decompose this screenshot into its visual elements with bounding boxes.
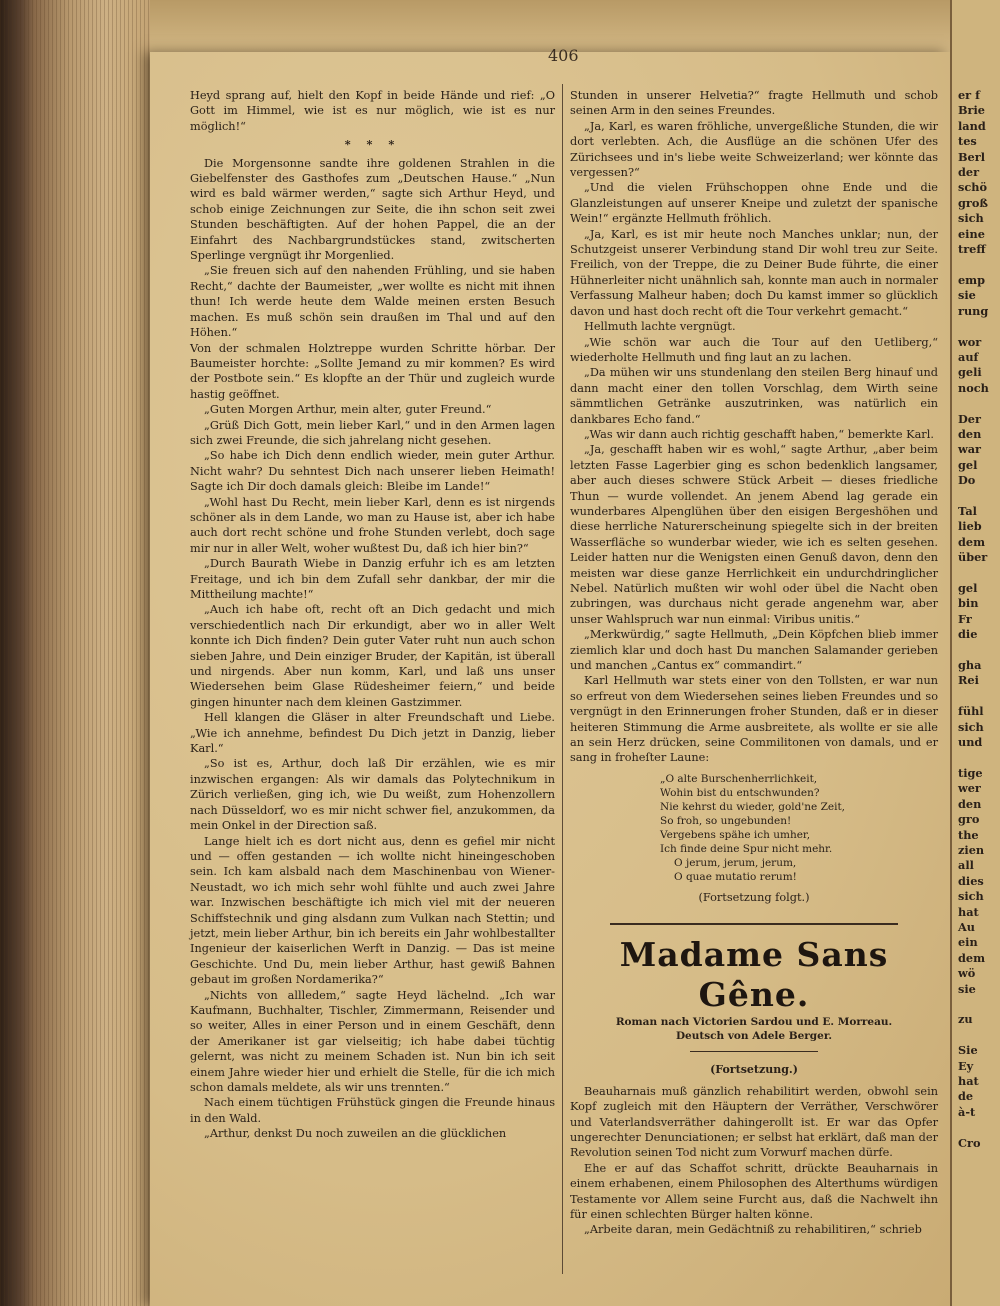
poem-line: „O alte Burschenherrlichkeit, <box>660 772 818 785</box>
edge-fragment <box>958 566 1000 581</box>
novel-paragraph: Beauharnais muß gänzlich rehabilitirt werden, obwohl sein Kopf zugleich mit den Häuptern der Verräther, Verschwörer und Vaterlandsverräther dahingerollt ist. Er war das Opfer ungerechter Denunciationen; er selbst hat erklärt, daß man der Revolution seinen Tod nicht zum Vorwurf machen dürfe. <box>570 1084 938 1160</box>
poem-line: So froh, so ungebunden! <box>660 814 792 827</box>
poem-line: O jerum, jerum, jerum, <box>674 856 797 869</box>
paragraph: „So ist es, Arthur, doch laß Dir erzählen, wie es mir inzwischen ergangen: Als wir damals das Polytechnikum in Zürich verließen, ging ich, wie Du weißt, zum Hohenzollern nach Düsseldorf, wo es mir nicht schwer fiel, anzukommen, da mein Onkel in der Direction saß. <box>190 757 555 833</box>
edge-fragment: emp <box>958 272 986 287</box>
paragraph: Stunden in unserer Helvetia?“ fragte Hellmuth und schob seinen Arm in den seines Freundes. <box>570 89 938 118</box>
edge-fragment: fühl <box>958 704 984 719</box>
novel-subtitle: Roman nach Victorien Sardou und E. Morreau. <box>615 1016 893 1029</box>
paragraph: Karl Hellmuth war stets einer von den Tollsten, er war nun so erfreut von dem Wiedersehen seines lieben Freundes und so vergnügt in den Erinnerungen froher Stunden, daß er in dieser heiteren Stimmung die Arme ausbreitete, als wollte er sie alle an sein Herz drücken, seine Commilitonen von damals, und er sang in froheſter Laune: <box>570 674 938 765</box>
novel-paragraphs <box>570 1084 938 1238</box>
novel-paragraph: Ehe er auf das Schaffot schritt, drückte Beauharnais in einem erhabenen, einem Philosophen des Alterthums würdigen Testamente vor Allem seine Furcht aus, daß die Nachwelt ihn für einen schlechten Bürger halten könne. <box>570 1161 938 1221</box>
paragraph: Hell klangen die Gläser in alter Freundschaft und Liebe. „Wie ich annehme, befindest Du Dich jetzt in Danzig, lieber Karl.“ <box>190 711 555 756</box>
edge-fragment: sich <box>958 889 984 904</box>
edge-fragment: à-t <box>958 1104 976 1119</box>
paragraph: „Grüß Dich Gott, mein lieber Karl,“ und in den Armen lagen sich zwei Freunde, die sich jahrelang nicht gesehen. <box>190 418 555 447</box>
poem-line: Nie kehrst du wieder, gold'ne Zeit, <box>660 800 846 813</box>
edge-fragment: groß <box>958 195 988 210</box>
edge-fragment: treff <box>958 242 986 257</box>
paragraph: „Ja, Karl, es waren fröhliche, unvergeßliche Stunden, die wir dort verlebten. Ach, die Ausflüge an die schönen Ufer des Zürichsees und in's liebe weite Schweizerland; wer könnte das vergessen?“ <box>570 119 938 180</box>
paragraph: „Merkwürdig,“ sagte Hellmuth, „Dein Köpfchen blieb immer ziemlich klar und doch hast Du manchen Salamander gerieben und manchen „Cantus ex“ commandirt.“ <box>570 628 938 673</box>
poem-line: O quae mutatio rerum! <box>674 870 797 883</box>
page-stack-edges <box>0 0 175 1306</box>
page-top-margin <box>150 0 950 52</box>
edge-fragment: all <box>958 858 974 873</box>
edge-fragment <box>958 750 1000 765</box>
column-divider <box>562 84 563 1274</box>
novel-translator: Deutsch von Adele Berger. <box>675 1030 833 1043</box>
edge-fragment: hat <box>958 904 979 919</box>
edge-fragment: Rei <box>958 673 979 688</box>
paragraph: „Auch ich habe oft, recht oft an Dich gedacht und mich verschiedentlich nach Dir erkundigt, aber wo in aller Welt konnte ich Dich finden? Dein guter Vater ruht nun auch schon sieben Jahre, und Dein einziger Bruder, der Kapitän, ist überall und nirgends. Aber nun komm, Karl, und laß uns unser Wiedersehen beim Glase Rüdesheimer feiern,“ und beide gingen hinunter nach dem kleinen Gastzimmer. <box>190 603 555 709</box>
paragraph: „Ja, Karl, es ist mir heute noch Manches unklar; nun, der Schutzgeist unserer Verbindung stand Dir wohl treu zur Seite. Freilich, von der Treppe, die zu Deiner Bude führte, die einer Hühnerleiter nicht unähnlich sah, konnte man auch in normaler Verfassung Malheur haben; doch Du kamst immer so glücklich davon und hast doch recht oft die Tour verkehrt gemacht.“ <box>570 227 938 318</box>
edge-fragment: Fr <box>958 611 972 626</box>
edge-fragment: dies <box>958 873 984 888</box>
edge-fragment: Sie <box>958 1043 978 1058</box>
edge-fragment: tes <box>958 134 977 149</box>
paragraph: Hellmuth lachte vergnügt. <box>584 320 736 334</box>
left-column <box>190 88 555 1142</box>
paragraph: Von der schmalen Holztreppe wurden Schritte hörbar. Der Baumeister horchte: „Sollte Jemand zu mir kommen? Es wird der Postbote sein.“ Es klopfte an der Thür und zugleich wurde hastig geöffnet. <box>190 341 555 401</box>
edge-fragment <box>958 1120 1000 1135</box>
edge-fragment: zu <box>958 1012 973 1027</box>
edge-fragment: sich <box>958 719 984 734</box>
paragraph: Die Morgensonne sandte ihre goldenen Strahlen in die Giebelfenster des Gasthofes zum „Deutschen Hause.“ „Nun wird es bald wärmer werden,“ sagte sich Arthur Heyd, und schob einige Zeichnungen zur Seite, die ihn schon seit zwei Stunden beschäftigten. Auf der hohen Pappel, die an der Einfahrt des Nachbargrundstückes stand, zwitscherten Sperlinge vergnügt ihr Morgenlied. <box>190 156 555 263</box>
edge-fragment: gel <box>958 581 978 595</box>
paragraph: „Und die vielen Frühschoppen ohne Ende und die Glanzleistungen auf unserer Kneipe und zuletzt der spanische Wein!“ ergänzte Hellmuth fröhlich. <box>570 181 938 226</box>
edge-fragment: war <box>958 442 981 457</box>
page-number: 406 <box>548 46 579 65</box>
edge-fragment <box>958 396 1000 411</box>
edge-fragment: sich <box>958 211 984 226</box>
adjacent-page-text <box>958 88 1000 1151</box>
right-column-paragraphs <box>570 88 938 766</box>
paragraph: „Durch Baurath Wiebe in Danzig erfuhr ich es am letzten Freitage, und ich bin dem Zufall sehr dankbar, der mir die Mittheilung machte!“ <box>190 557 555 601</box>
edge-fragment: Cro <box>958 1135 981 1150</box>
edge-fragment: zien <box>958 842 985 857</box>
edge-fragment: gel <box>958 457 978 472</box>
section-rule <box>610 923 898 925</box>
edge-fragment: gro <box>958 812 980 827</box>
novel-paragraph: „Arbeite daran, mein Gedächtniß zu rehabilitiren,“ schrieb <box>584 1223 922 1237</box>
edge-fragment: sie <box>958 288 976 303</box>
continuation-note: (Fortsetzung folgt.) <box>698 890 810 904</box>
novel-title: Madame Sans Gêne. <box>619 935 889 1015</box>
paragraph: „Wie schön war auch die Tour auf den Uetliberg,“ wiederholte Hellmuth und fing laut an zu lachen. <box>570 335 938 364</box>
edge-fragment: auf <box>958 349 979 364</box>
edge-fragment: Tal <box>958 503 977 518</box>
edge-fragment: dem <box>958 534 986 549</box>
edge-fragment: lieb <box>958 519 982 534</box>
poem-line: Ich finde deine Spur nicht mehr. <box>660 842 833 855</box>
edge-fragment: der <box>958 165 980 180</box>
edge-fragment: wer <box>958 781 981 796</box>
edge-fragment: über <box>958 550 988 565</box>
edge-fragment: ein <box>958 935 978 950</box>
edge-fragment: hat <box>958 1074 979 1088</box>
poem-line: Vergebens spähe ich umher, <box>660 828 811 841</box>
edge-fragment: noch <box>958 380 989 395</box>
edge-fragment: de <box>958 1089 974 1104</box>
edge-fragment: land <box>958 118 986 133</box>
paragraph: „Da mühen wir uns stundenlang den steilen Berg hinauf und dann macht einer den tollen Vorschlag, dem Wirth seine sämmtlichen Getränke auszutrinken, was natürlich ein dankbares Echo fand.“ <box>570 366 938 426</box>
paragraph: „So habe ich Dich denn endlich wieder, mein guter Arthur. Nicht wahr? Du sehntest Dich nach unserer lieben Heimath! Sagte ich Dir doch damals gleich: Bleibe im Lande!“ <box>190 449 555 494</box>
edge-fragment: eine <box>958 226 985 241</box>
edge-fragment: schö <box>958 180 987 195</box>
edge-fragment <box>958 689 1000 704</box>
paragraph: „Ja, geschafft haben wir es wohl,“ sagte Arthur, „aber beim letzten Fasse Lagerbier ging es schon bedenklich langsamer, aber auch dieses schwere Stück Arbeit — dieses friedliche Thun — wurde vollendet. An jenem Abend lag gerade ein wunderbares Alpenglühen über den eisigen Bergeshöhen und diese herrliche Naturerscheinung spiegelte sich in der breiten Wasserfläche so wunderbar wieder, wie ich es selten gesehen. Leider hatten nur die Wenigsten einen Genuß davon, denn den meisten war diese ganze Herrlichkeit ein undurchdringlicher Nebel. Natürlich mußten wir wohl oder übel die Nacht oben zubringen, was durchaus nicht gerade angenehm war, aber unser Wahlspruch war nun einmal: Viribus unitis.“ <box>570 443 938 626</box>
adjacent-page-edge <box>950 0 1000 1306</box>
paragraph: „Guten Morgen Arthur, mein alter, guter Freund.“ <box>204 403 492 417</box>
edge-fragment: Do <box>958 473 976 488</box>
edge-fragment: und <box>958 735 983 750</box>
section-stars: * * * <box>344 137 401 152</box>
edge-fragment <box>958 319 1000 334</box>
edge-fragment: Berl <box>958 149 985 164</box>
right-column <box>570 88 938 1238</box>
edge-fragment: die <box>958 627 978 642</box>
edge-fragment: gha <box>958 658 982 673</box>
edge-fragment: Brie <box>958 103 985 118</box>
edge-fragment: dem <box>958 950 986 965</box>
edge-fragment <box>958 489 1000 504</box>
subtitle-rule <box>690 1051 818 1052</box>
edge-fragment <box>958 643 1000 658</box>
edge-fragment: sie <box>958 981 976 996</box>
edge-fragment <box>958 997 1000 1012</box>
paragraph: „Was wir dann auch richtig geschafft haben,“ bemerkte Karl. <box>584 427 934 441</box>
paragraph: „Wohl hast Du Recht, mein lieber Karl, denn es ist nirgends schöner als in dem Lande, wo man zu Hause ist, aber ich habe auch dort recht schöne und frohe Stunden verlebt, doch sage mir nur in aller Welt, woher wußtest Du, daß ich hier bin?“ <box>190 495 555 555</box>
poem-line: Wohin bist du entschwunden? <box>660 786 820 799</box>
edge-fragment: Ey <box>958 1058 974 1073</box>
song-poem <box>660 772 938 884</box>
edge-fragment <box>958 1028 1000 1043</box>
paragraph: „Arthur, denkst Du noch zuweilen an die glücklichen <box>204 1127 507 1141</box>
edge-fragment: wor <box>958 334 982 349</box>
edge-fragment: geli <box>958 365 982 380</box>
novel-continuation-label: (Fortsetzung.) <box>710 1063 798 1077</box>
edge-fragment: tige <box>958 765 983 780</box>
paragraph: Nach einem tüchtigen Frühstück gingen die Freunde hinaus in den Wald. <box>190 1096 555 1125</box>
edge-fragment <box>958 257 1000 272</box>
paragraph: „Nichts von allledem,“ sagte Heyd lächelnd. „Ich war Kaufmann, Buchhalter, Tischler, Zimmermann, Reisender und so weiter, Alles in einer Person und in einem Geschäft, denn der Amerikaner ist gar vielseitig; ich habe dabei tüchtig gelernt, was nicht zu meinem Schaden ist. Nun bin ich seit einem Jahre wieder hier und erhielt die Stelle, für die ich mich schon damals meldete, als wir uns trennten.“ <box>190 988 555 1094</box>
paragraph: „Sie freuen sich auf den nahenden Frühling, und sie haben Recht,“ dachte der Baumeister, „wer wollte es nicht mit ihnen thun! Ich werde heute dem Walde meinen ersten Besuch machen. Es muß schön sein draußen im Thal und auf den Höhen.“ <box>190 264 555 340</box>
edge-fragment: Der <box>958 411 981 426</box>
edge-fragment: den <box>958 426 982 441</box>
edge-fragment: rung <box>958 303 989 318</box>
edge-fragment: Au <box>958 919 975 934</box>
paragraph: Lange hielt ich es dort nicht aus, denn es gefiel mir nicht und — offen gestanden — ich wollte nicht hineingeschoben sein. Ich kam alsbald nach dem Maschinenbau von Wiener-Neustadt, wo ich mich sehr wohl fühlte und auch zwei Jahre war. Inzwischen beschäftigte ich mich viel mit der neueren Schiffstechnik und ging alsdann zum Vulkan nach Stettin; und jetzt, mein lieber Arthur, bin ich bereits ein Jahr wohlbestallter Ingenieur der kaiserlichen Werft in Danzig. — Das ist meine Geschichte. Und Du, mein lieber Arthur, hast gewiß Bahnen gebaut im großen Nordamerika?“ <box>190 834 555 987</box>
edge-fragment: er f <box>958 88 980 102</box>
edge-fragment: bin <box>958 596 979 611</box>
edge-fragment: den <box>958 796 982 811</box>
paragraph: Heyd sprang auf, hielt den Kopf in beide Hände und rief: „O Gott im Himmel, wie ist es nur möglich, wie ist es nur möglich!“ <box>190 89 555 133</box>
edge-fragment: the <box>958 827 979 842</box>
edge-fragment: wö <box>958 966 976 981</box>
